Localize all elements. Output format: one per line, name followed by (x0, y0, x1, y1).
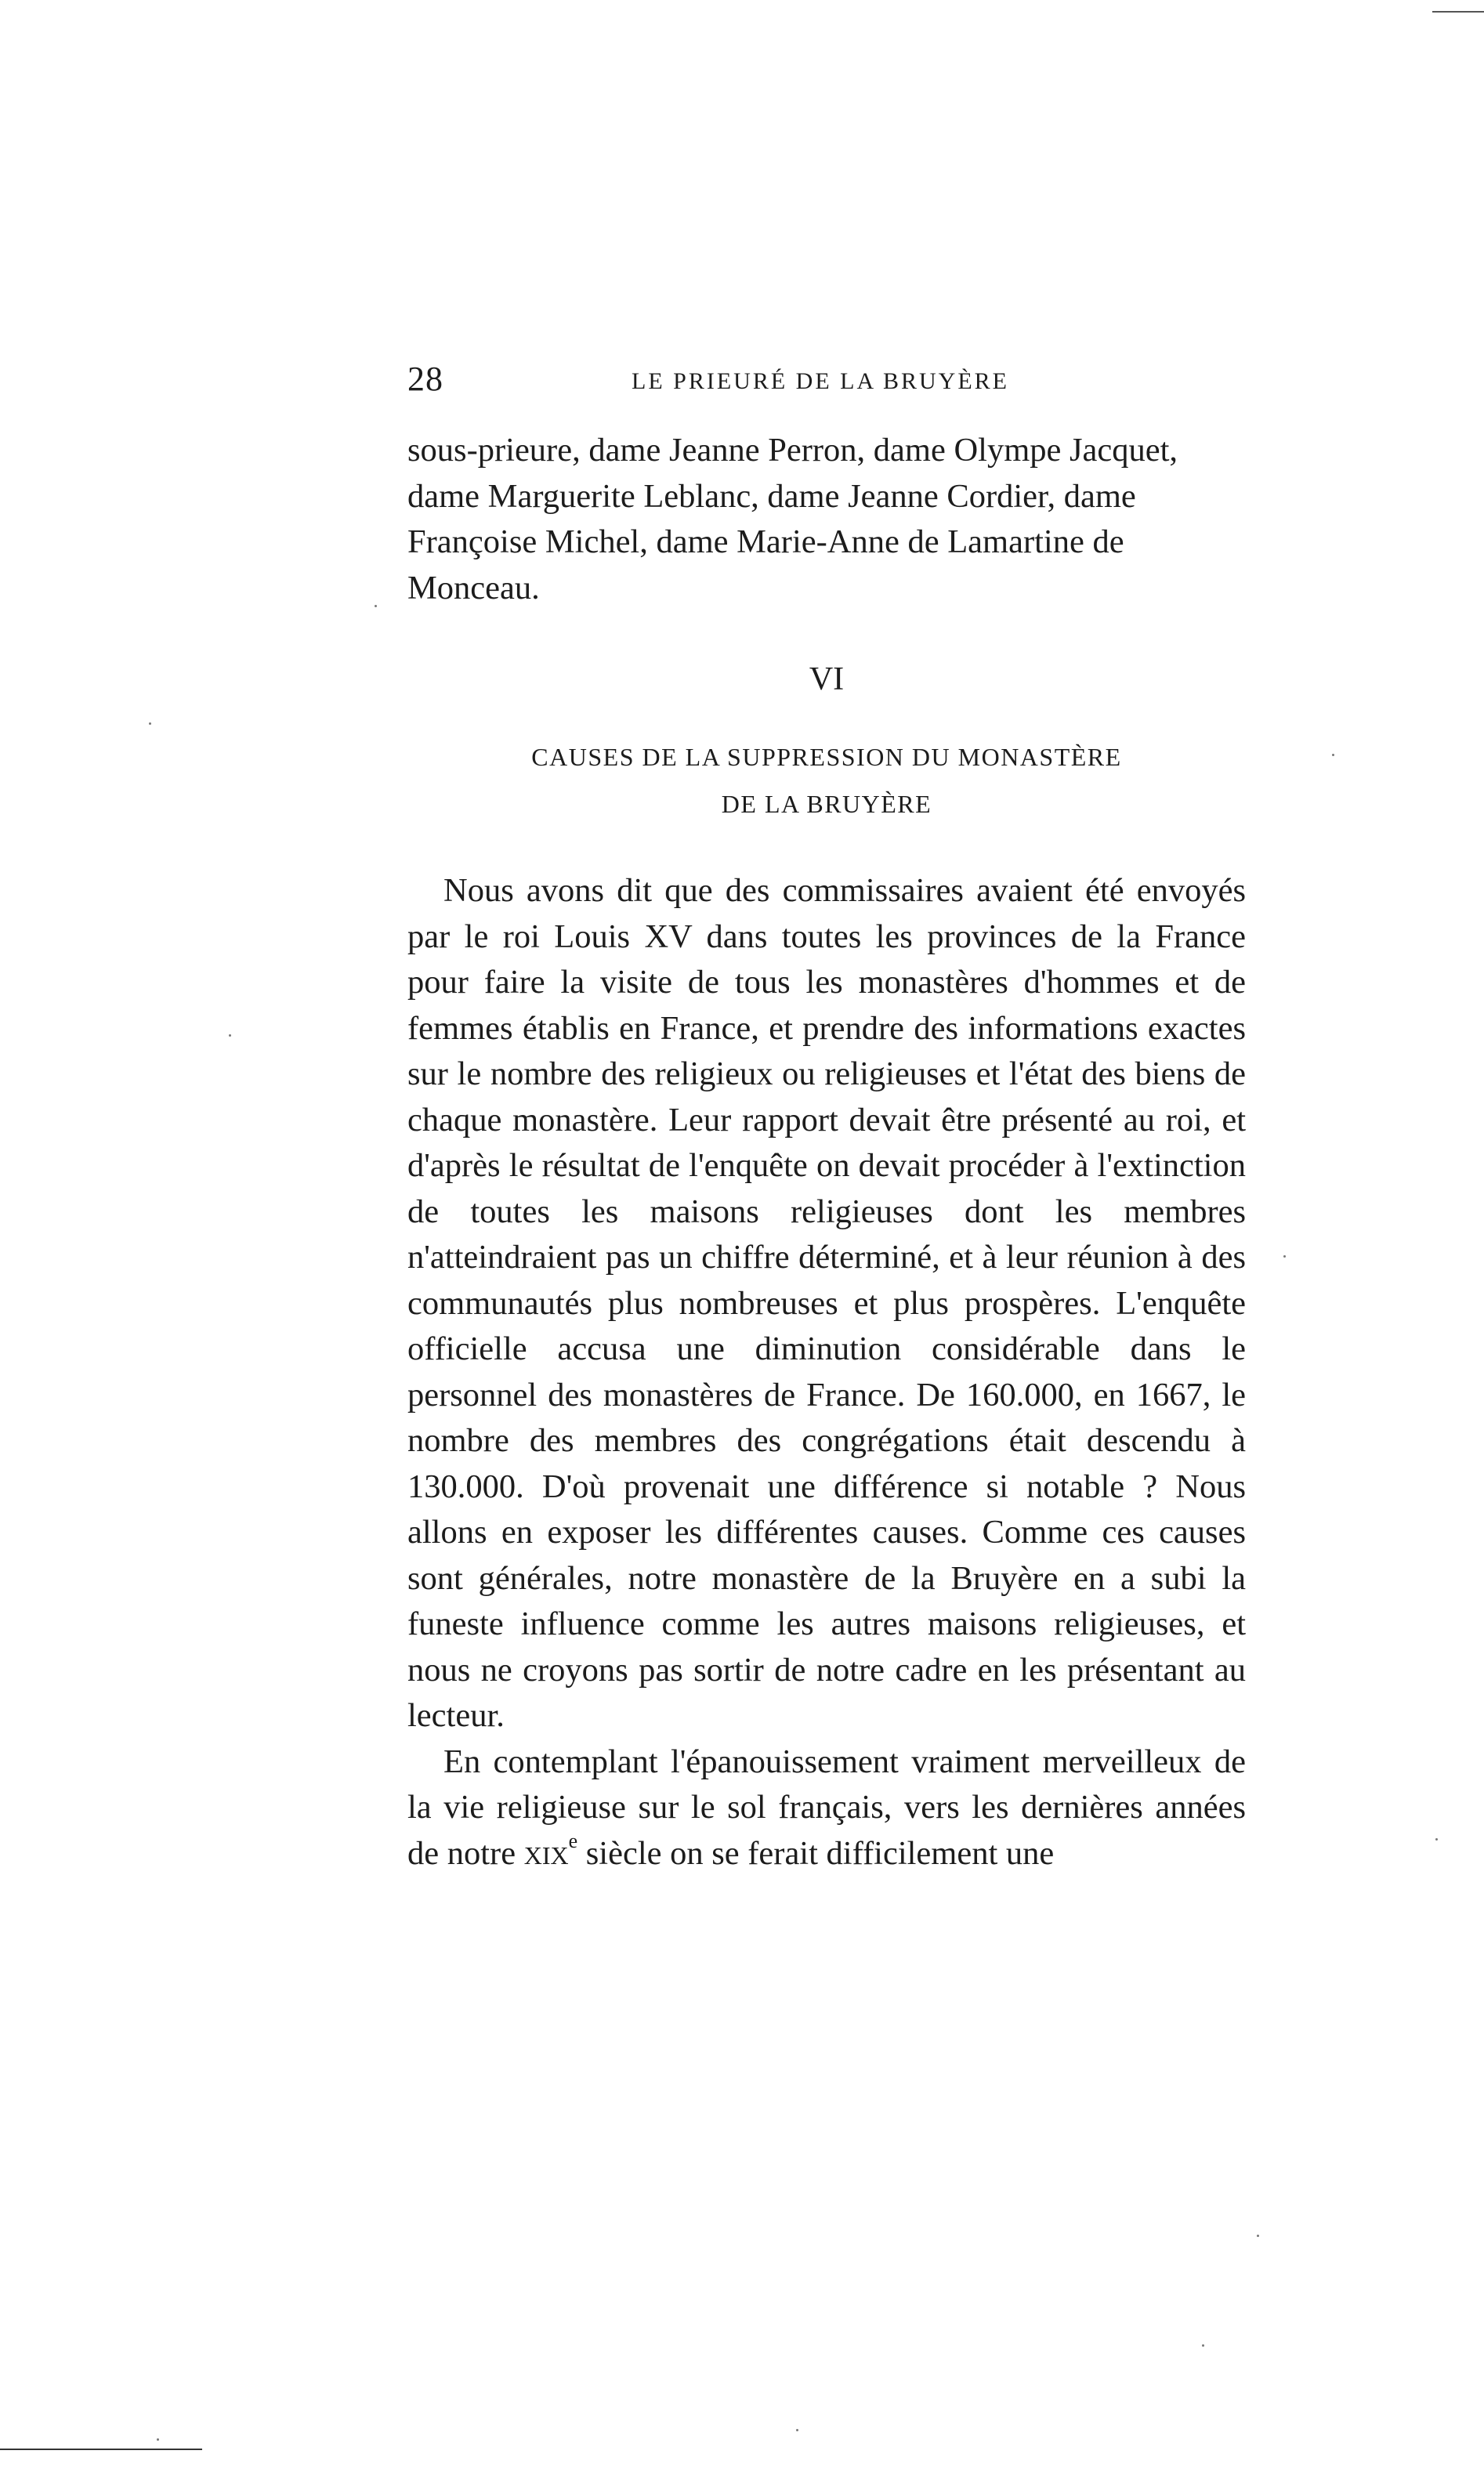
paragraph-2-start: En contemplant l'épanouissement vraiment merveilleux de la vie religieuse sur le sol français, vers les dernières années de notre (407, 1743, 1246, 1872)
century-superscript: e (568, 1829, 578, 1852)
paragraph-1: Nous avons dit que des commissaires avaient été envoyés par le roi Louis XV dans toutes les provinces de la France pour faire la visite de tous les monastères d'hommes et de femmes établis en France, et prendre des informations exactes sur le nombre des religieux ou religieuses et l'état des biens de chaque monastère. Leur rapport devait être présenté au roi, et d'après le résultat de l'enquête on devait procéder à l'extinction de toutes les maisons religieuses dont les membres n'atteindraient pas un chiffre déterminé, et à leur réunion à des communautés plus nombreuses et plus prospères. L'enquête officielle accusa une diminution considérable dans le personnel des monastères de France. De 160.000, en 1667, le nombre des membres des congrégations était descendu à 130.000. D'où provenait une différence si notable ? Nous allons en exposer les différentes causes. Comme ces causes sont générales, notre monastère de la Bruyère en a subi la funeste influence comme les autres maisons religieuses, et nous ne croyons pas sortir de notre cadre en les présentant au lecteur. (407, 872, 1246, 1734)
scan-speck (1332, 754, 1334, 756)
section-number: VI (809, 661, 845, 697)
scan-speck (1257, 2235, 1259, 2237)
paragraph-2-end: siècle on se ferait difficilement une (577, 1834, 1055, 1872)
century-numeral: XIX (523, 1841, 569, 1870)
section-title-line-1: CAUSES DE LA SUPPRESSION DU MONASTÈRE (531, 743, 1122, 771)
scan-speck (229, 1034, 231, 1037)
running-title: LE PRIEURÉ DE LA BRUYÈRE (632, 368, 1009, 394)
carry-over-paragraph (407, 428, 1246, 611)
carry-over-text: sous-prieure, dame Jeanne Perron, dame Olympe Jacquet, dame Marguerite Leblanc, dame Jeanne Cordier, dame Françoise Michel, dame Marie-Anne de Lamartine de Monceau. (407, 432, 1178, 606)
scan-speck (1202, 2344, 1204, 2347)
page-header (407, 359, 1246, 406)
section-body (407, 868, 1246, 1878)
scan-speck (796, 2429, 798, 2431)
page-number: 28 (407, 360, 443, 398)
scan-edge-rule (0, 2449, 202, 2450)
scan-speck (1435, 1838, 1438, 1841)
section-title-line-2: DE LA BRUYÈRE (721, 790, 932, 818)
scan-edge-rule (1432, 11, 1484, 13)
scan-speck (375, 605, 377, 607)
scan-speck (157, 2438, 159, 2441)
scan-speck (1283, 1255, 1286, 1258)
section-title (407, 733, 1246, 827)
scan-speck (149, 722, 151, 725)
paragraph-2 (407, 1739, 1246, 1879)
